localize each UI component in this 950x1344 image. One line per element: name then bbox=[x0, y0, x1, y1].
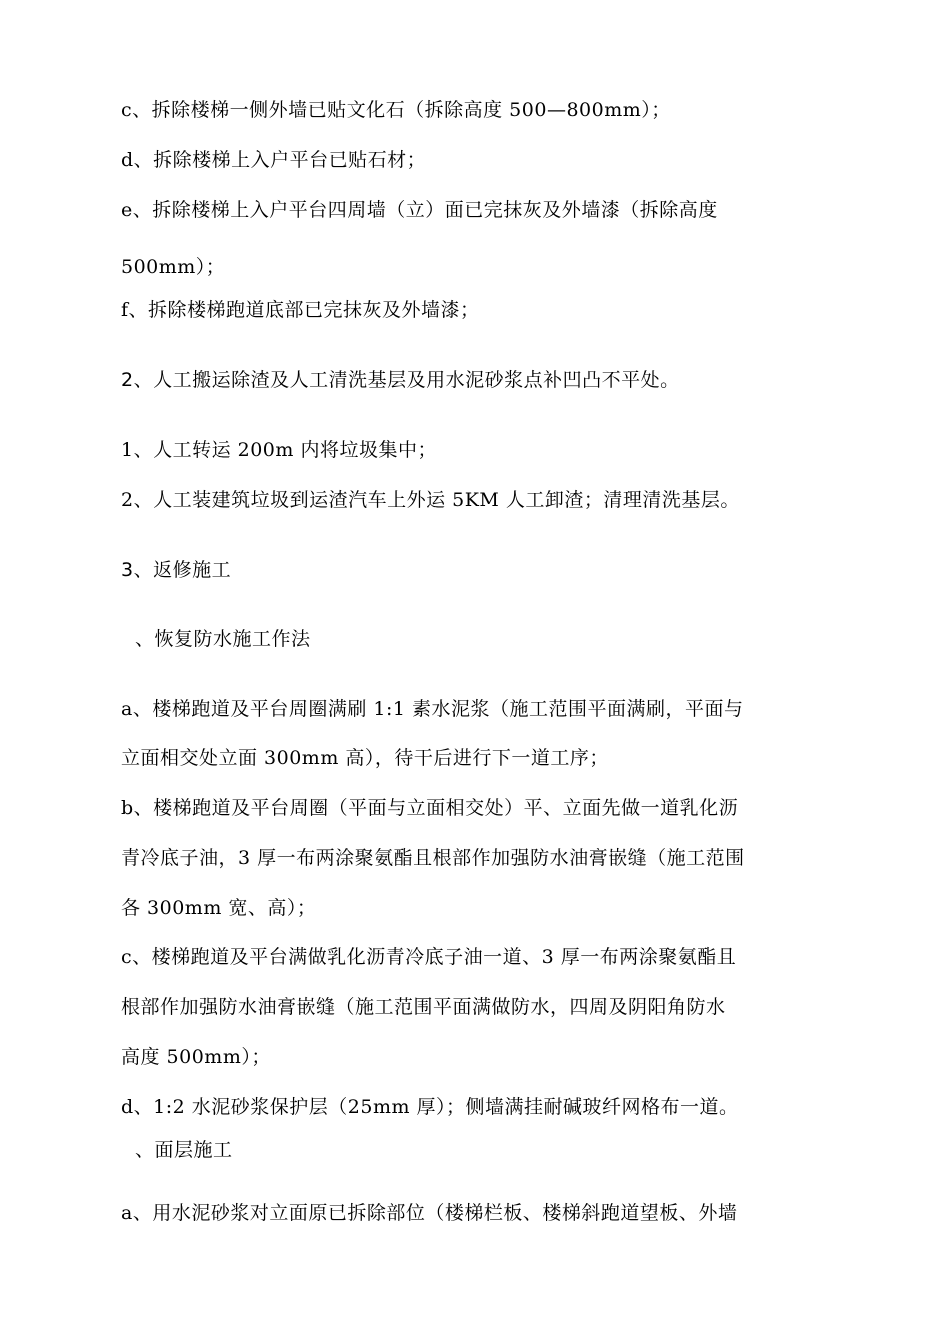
section-heading-2: 2、人工搬运除渣及人工清洗基层及用水泥砂浆点补凹凸不平处。 bbox=[121, 369, 680, 391]
item-c-full-waterproofing: c、楼梯跑道及平台满做乳化沥青冷底子油一道、3 厚一布两涂聚氨酯且 bbox=[121, 946, 737, 968]
item-c-continuation-2: 高度 500mm）； bbox=[121, 1046, 271, 1068]
item-a-continuation: 立面相交处立面 300mm 高），待干后进行下一道工序； bbox=[121, 747, 609, 769]
item-d-remove-platform-stone: d、拆除楼梯上入户平台已贴石材； bbox=[121, 149, 427, 171]
item-c-continuation-1: 根部作加强防水油膏嵌缝（施工范围平面满做防水，四周及阴阳角防水 bbox=[121, 996, 726, 1018]
item-a-patch-removed-areas: a、用水泥砂浆对立面原已拆除部位（楼梯栏板、楼梯斜跑道望板、外墙 bbox=[121, 1202, 738, 1224]
item-e-remove-wall-finish: e、拆除楼梯上入户平台四周墙（立）面已完抹灰及外墙漆（拆除高度 bbox=[121, 199, 718, 221]
section-heading-3: 3、返修施工 bbox=[121, 559, 232, 581]
step-1-transport: 1、人工转运 200m 内将垃圾集中； bbox=[121, 439, 437, 461]
step-2-haul-away: 2、人工装建筑垃圾到运渣汽车上外运 5KM 人工卸渣；清理清洗基层。 bbox=[121, 489, 740, 511]
item-f-remove-runway-finish: f、拆除楼梯跑道底部已完抹灰及外墙漆； bbox=[121, 299, 480, 321]
item-b-continuation-2: 各 300mm 宽、高）； bbox=[121, 897, 317, 919]
subsection-waterproofing: 、恢复防水施工作法 bbox=[135, 628, 311, 650]
item-e-continuation: 500mm）； bbox=[121, 256, 226, 278]
subsection-surface-layer: 、面层施工 bbox=[135, 1139, 233, 1161]
item-a-cement-slurry: a、楼梯跑道及平台周圈满刷 1:1 素水泥浆（施工范围平面满刷，平面与 bbox=[121, 698, 744, 720]
item-c-remove-culture-stone: c、拆除楼梯一侧外墙已贴文化石（拆除高度 500—800mm）； bbox=[121, 99, 671, 121]
item-d-protective-layer: d、1:2 水泥砂浆保护层（25mm 厚）；侧墙满挂耐碱玻纤网格布一道。 bbox=[121, 1096, 739, 1118]
item-b-primer: b、楼梯跑道及平台周圈（平面与立面相交处）平、立面先做一道乳化沥 bbox=[121, 797, 739, 819]
item-b-continuation-1: 青冷底子油，3 厚一布两涂聚氨酯且根部作加强防水油膏嵌缝（施工范围 bbox=[121, 847, 745, 869]
